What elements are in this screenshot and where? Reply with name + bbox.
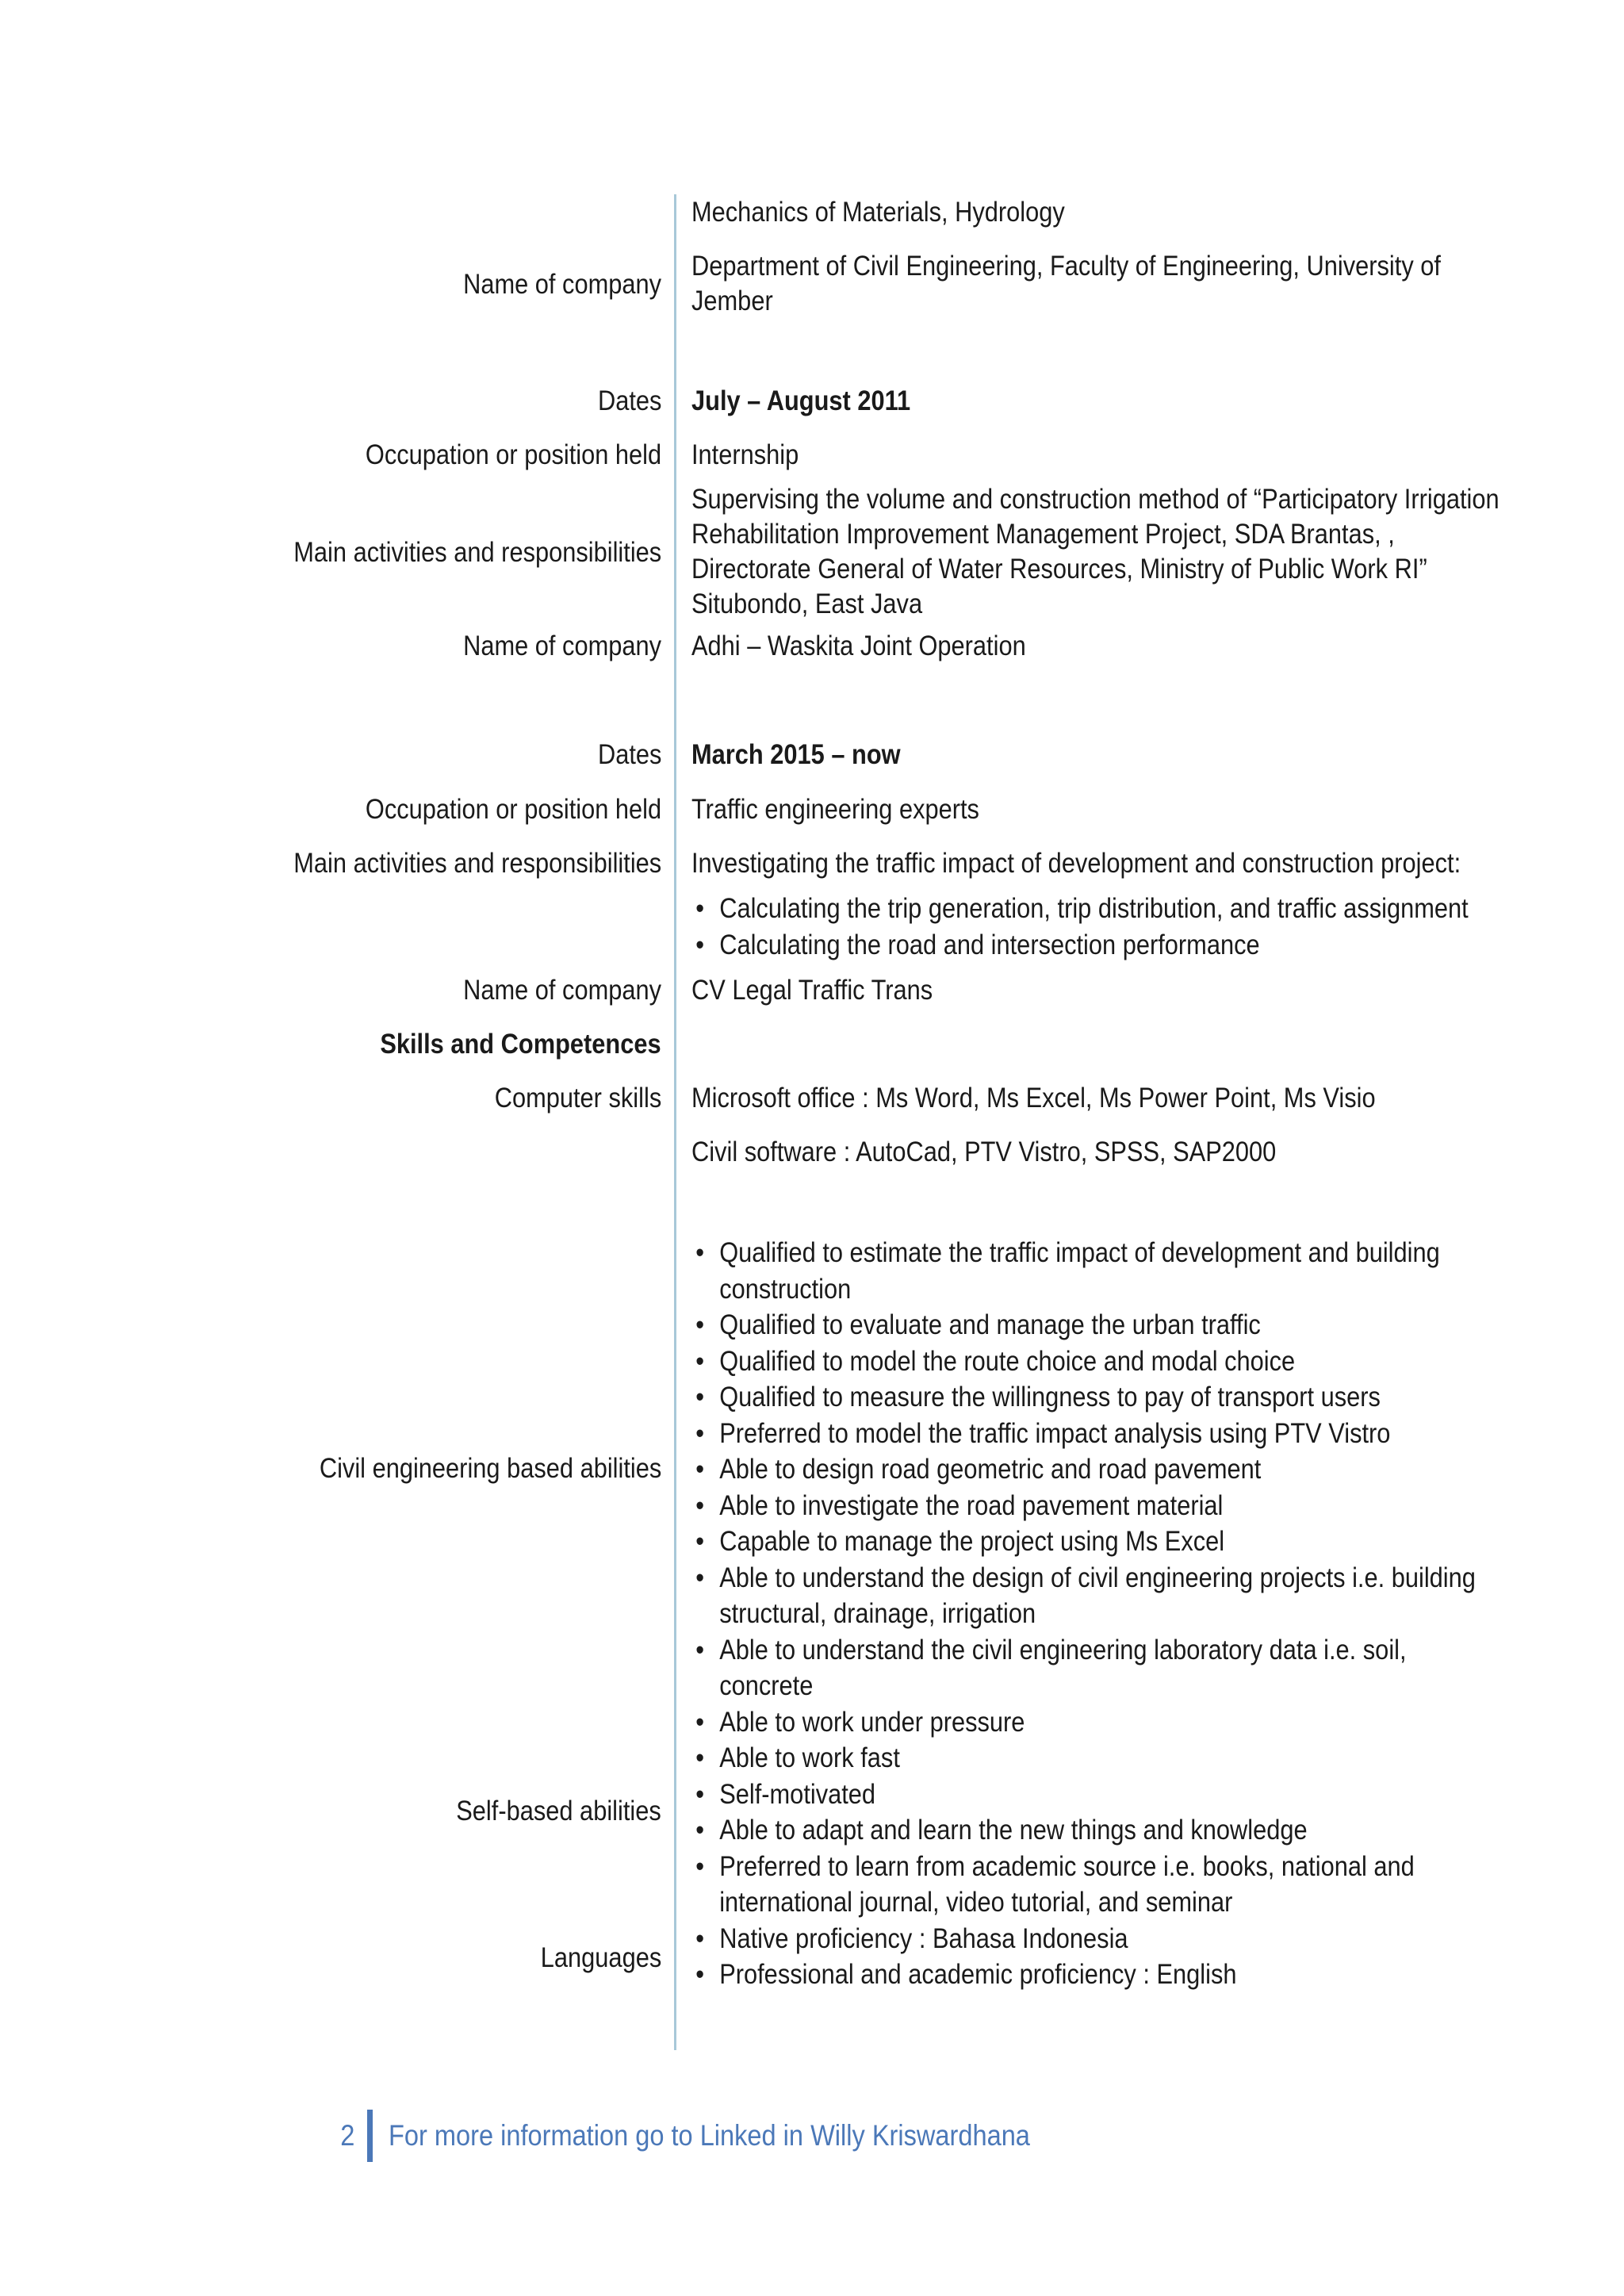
activities-job-list	[691, 891, 1469, 963]
label-dates-job: Dates	[597, 739, 661, 770]
footer-text: For more information go to Linked in Willy Kriswardhana	[388, 2119, 1030, 2152]
list-item-continuation: structural, drainage, irrigation	[719, 1598, 1036, 1629]
list-item: • Qualified to model the route choice and modal choice	[691, 1343, 1459, 1380]
activities-internship-line1: Supervising the volume and construction method of “Participatory Irrigation	[691, 484, 1500, 515]
list-item: • Preferred to model the traffic impact analysis using PTV Vistro	[691, 1416, 1459, 1452]
company-education-line2: Jember	[691, 286, 773, 316]
dates-internship: July – August 2011	[691, 385, 911, 416]
list-item: • Able to adapt and learn the new things and knowledge	[691, 1812, 1459, 1849]
list-item: • Self-motivated	[691, 1777, 1459, 1813]
label-civil-abilities: Civil engineering based abilities	[319, 1453, 661, 1484]
activities-internship-line2: Rehabilitation Improvement Management Project, SDA Brantas, ,	[691, 519, 1395, 550]
list-item: • Able to understand the civil engineering laboratory data i.e. soil,	[691, 1632, 1459, 1669]
label-company-job: Name of company	[463, 975, 661, 1006]
list-item: • Able to investigate the road pavement material	[691, 1488, 1459, 1524]
abilities-list	[691, 1235, 1476, 1993]
list-item-continuation: international journal, video tutorial, and seminar	[719, 1887, 1233, 1918]
page-footer	[339, 2110, 1117, 2162]
label-self-abilities: Self-based abilities	[456, 1796, 661, 1826]
label-dates-internship: Dates	[597, 385, 661, 416]
computer-civil: Civil software : AutoCad, PTV Vistro, SPSS, SAP2000	[691, 1137, 1277, 1167]
list-item: • Able to design road geometric and road pavement	[691, 1451, 1459, 1488]
activities-job-intro: Investigating the traffic impact of development and construction project:	[691, 848, 1461, 879]
list-item: • Preferred to learn from academic source i.e. books, national and	[691, 1849, 1459, 1885]
position-job: Traffic engineering experts	[691, 794, 979, 825]
label-languages: Languages	[540, 1942, 661, 1973]
list-item-continuation: construction	[719, 1273, 852, 1305]
skills-heading: Skills and Competences	[380, 1029, 661, 1060]
label-position-internship: Occupation or position held	[365, 439, 661, 470]
company-education-line1: Department of Civil Engineering, Faculty of Engineering, University of	[691, 251, 1441, 282]
list-item-continuation: concrete	[719, 1670, 814, 1701]
label-company-internship: Name of company	[463, 631, 661, 661]
list-item: • Able to work fast	[691, 1740, 1459, 1777]
label-position-job: Occupation or position held	[365, 794, 661, 825]
company-job: CV Legal Traffic Trans	[691, 975, 933, 1006]
list-item: • Calculating the trip generation, trip distribution, and traffic assignment	[691, 891, 1459, 927]
label-activities-internship: Main activities and responsibilities	[293, 537, 661, 568]
label-company-education: Name of company	[463, 269, 661, 300]
list-item: • Qualified to evaluate and manage the urban traffic	[691, 1307, 1459, 1343]
subjects-tail: Mechanics of Materials, Hydrology	[691, 197, 1065, 228]
activities-internship-line4: Situbondo, East Java	[691, 588, 923, 619]
computer-office: Microsoft office : Ms Word, Ms Excel, Ms Power Point, Ms Visio	[691, 1083, 1376, 1114]
dates-job: March 2015 – now	[691, 739, 901, 770]
list-item: • Capable to manage the project using Ms Excel	[691, 1524, 1459, 1560]
position-internship: Internship	[691, 439, 799, 470]
activities-internship-line3: Directorate General of Water Resources, Ministry of Public Work RI”	[691, 554, 1427, 585]
list-item: • Native proficiency : Bahasa Indonesia	[691, 1921, 1459, 1957]
page-number: 2	[340, 2119, 355, 2152]
list-item: • Qualified to estimate the traffic impact of development and building	[691, 1235, 1459, 1271]
list-item: • Professional and academic proficiency : English	[691, 1957, 1459, 1993]
list-item: • Able to understand the design of civil engineering projects i.e. building	[691, 1560, 1459, 1596]
company-internship: Adhi – Waskita Joint Operation	[691, 631, 1026, 661]
column-divider	[674, 194, 676, 2050]
list-item: • Calculating the road and intersection performance	[691, 927, 1459, 964]
label-computer-skills: Computer skills	[494, 1083, 661, 1114]
list-item: • Qualified to measure the willingness to pay of transport users	[691, 1379, 1459, 1416]
list-item: • Able to work under pressure	[691, 1704, 1459, 1741]
footer-bar	[367, 2110, 373, 2162]
label-activities-job: Main activities and responsibilities	[293, 848, 661, 879]
